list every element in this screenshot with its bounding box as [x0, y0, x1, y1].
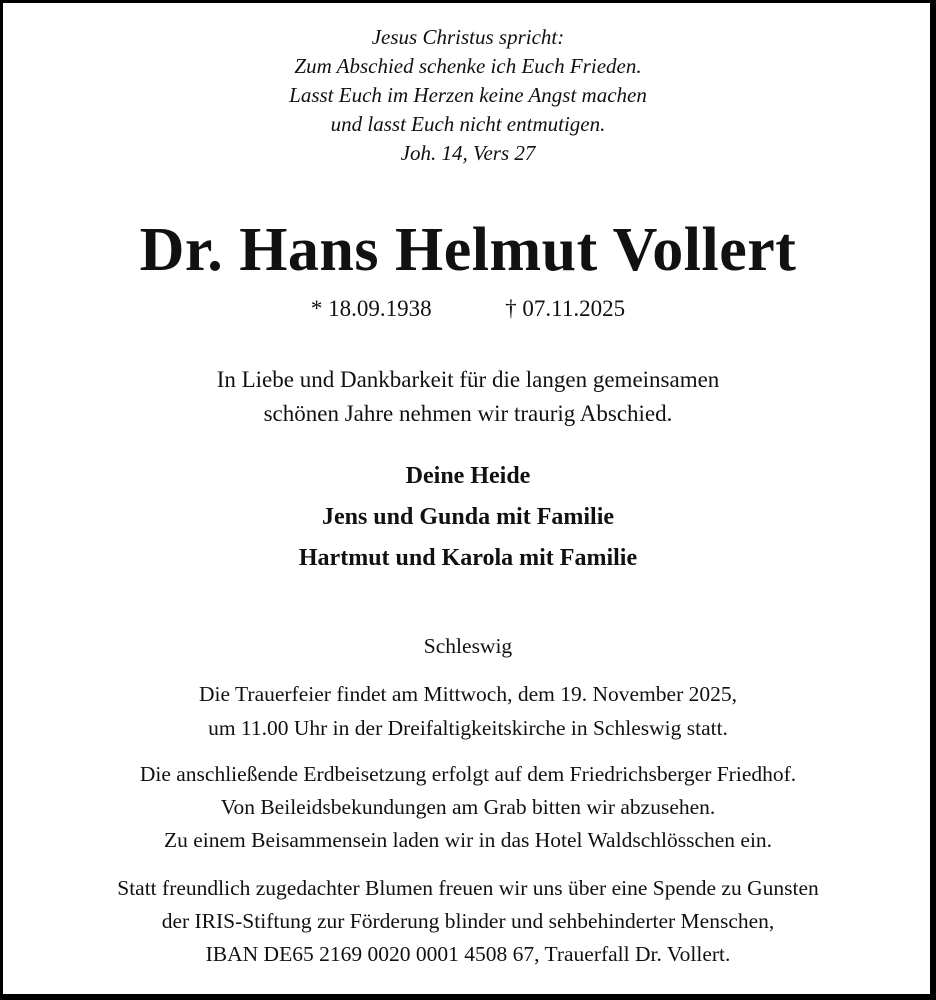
- donation-iban: IBAN DE65 2169 0020 0001 4508 67, Trauerfall Dr. Vollert.: [205, 942, 731, 966]
- death-date: † 07.11.2025: [505, 296, 626, 321]
- family-member: Jens und Gunda mit Familie: [321, 504, 615, 530]
- burial-line: Die anschließende Erdbeisetzung erfolgt auf dem Friedrichsberger Friedhof.: [139, 762, 797, 786]
- ceremony-line: Die Trauerfeier findet am Mittwoch, dem 19. November 2025,: [199, 682, 737, 706]
- family-member: Hartmut und Karola mit Familie: [298, 545, 638, 571]
- family-member: Deine Heide: [405, 463, 531, 489]
- donation-line: der IRIS-Stiftung zur Förderung blinder und sehbehinderter Menschen,: [161, 909, 775, 933]
- burial-line: Von Beileidsbekundungen am Grab bitten wir abzusehen.: [220, 795, 716, 819]
- donation-line: Statt freundlich zugedachter Blumen freuen wir uns über eine Spende zu Gunsten: [117, 876, 819, 900]
- life-dates: [3, 296, 933, 322]
- deceased-name: Dr. Hans Helmut Vollert: [139, 216, 797, 284]
- quote-line: Jesus Christus spricht:: [371, 25, 565, 49]
- place: Schleswig: [423, 634, 513, 658]
- quote-line: Zum Abschied schenke ich Euch Frieden.: [294, 54, 642, 78]
- birth-date: * 18.09.1938: [310, 296, 432, 321]
- obituary-notice: [3, 3, 933, 997]
- ceremony-line: um 11.00 Uhr in der Dreifaltigkeitskirche in Schleswig statt.: [208, 716, 728, 740]
- quote-reference: Joh. 14, Vers 27: [400, 141, 536, 165]
- message-line: In Liebe und Dankbarkeit für die langen gemeinsamen: [216, 367, 720, 392]
- quote-line: Lasst Euch im Herzen keine Angst machen: [289, 83, 647, 107]
- message-line: schönen Jahre nehmen wir traurig Abschied.: [263, 401, 673, 426]
- burial-line: Zu einem Beisammensein laden wir in das Hotel Waldschlösschen ein.: [163, 828, 773, 852]
- quote-line: und lasst Euch nicht entmutigen.: [330, 112, 606, 136]
